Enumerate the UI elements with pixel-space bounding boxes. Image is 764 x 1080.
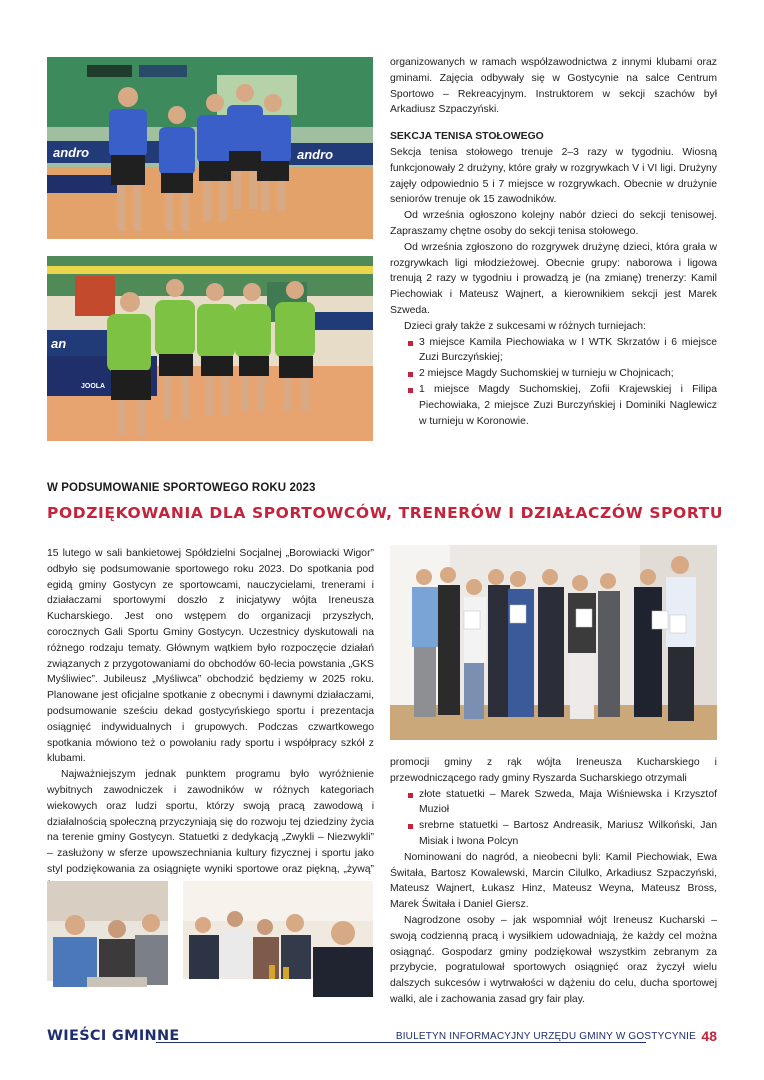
banner-text-green: an: [51, 336, 67, 351]
award-group-photo: [390, 545, 717, 740]
footer-divider: [156, 1042, 646, 1043]
article-left-column: [47, 546, 374, 894]
article-paragraph: promocji gminy z rąk wójta Ireneusza Kucharskiego i przewodniczącego rady gminy Ryszarda Sucharskiego otrzymali: [390, 757, 717, 784]
footer-publication-title: BIULETYN INFORMACYJNY URZĘDU GMINY W GOSTYCYNIE: [395, 1031, 696, 1042]
awards-list: [390, 787, 717, 850]
article-kicker: W PODSUMOWANIE SPORTOWEGO ROKU 2023: [47, 482, 316, 494]
meeting-photo-right: [183, 881, 373, 1012]
article-paragraph: Nominowani do nagród, a nieobecni byli: Kamil Piechowiak, Ewa Świtała, Bartosz Kowalewski, Marcin Cilulko, Arkadiusz Szpaczyński, Mateusz Wajnert, Łukasz Hinz, Mateusz Weyna, Mateusz Bross, Marek Świtała i Daniel Giersz.: [390, 851, 717, 911]
team-photo-blue: [47, 57, 373, 239]
tennis-youth-paragraph: Od września zgłoszono do rozgrywek drużynę dzieci, która grała w rozgrywkach ligi młodzieżowej. Obecnie grupy: naborowa i ligowa trenują 2 razy w tygodniu i prowadzą je (na zmianę) trenerzy: Kamil Piechowiak i Mateusz Wajnert, a kierownikiem sekcji jest Marek Szweda.: [390, 241, 717, 316]
chess-and-tennis-text: [390, 55, 717, 429]
tennis-paragraph: Sekcja tenisa stołowego trenuje 2–3 razy w tygodniu. Wiosną funkcjonowały 2 drużyny, które grały w rozgrywkach V i VI ligi. Drużyny zajęły odpowiednio 5 i 7 miejsce w rozgrywkach. Obecnie w drużynie seniorów trenuje ok 15 zawodników.: [390, 146, 717, 206]
article-paragraph: Nagrodzone osoby – jak wspomniał wójt Ireneusz Kucharski – swoją codzienną pracą i wysiłkiem udowadniają, że każdy cel można osiągnąć. Gospodarz gminy podziękował wszystkim zebranym za przybycie, pogratulował sportowych osiągnięć oraz życzył wielu dalszych sukcesów i wytrwałości w dążeniu do celu, ducha sportowej walki, ale i zachowania zasad gry fair play.: [390, 914, 717, 1005]
article-paragraph: 15 lutego w sali bankietowej Spółdzielni Socjalnej „Borowiacki Wigor” odbyło się podsumowanie sportowego roku 2023. Do spotkania pod egidą gminy Gostycyn ze sportowcami, nauczycielami, trenerami i działaczami sportowymi doszło z inicjatywy wójta Ireneusza Kucharskiego. Jest ono wstępem do organizacji przyszłych, corocznych Gali Sportu Gminy Gostycyn. Uczestnicy dyskutowali na różnego rodzaju tematy. Głównym wątkiem było rozpoczęcie działań związanych z przygotowaniami do obchodów 60-lecia powstania „GKS Myśliwiec”. Jubileusz „Myśliwca” obchodzić będziemy w 2025 roku. Planowane jest oficjalne spotkanie z obecnymi i dawnymi działaczami, podsumowanie sześciu dekad gostycyńskiego sportu i prezentacja osiągnięć indywidualnych i grupowych. Podczas czwartkowego spotkania mówiono też o powołaniu rady sportu i współpracy szkół z klubami.: [47, 548, 374, 765]
meeting-photo-left: [47, 881, 168, 1012]
list-item: srebrne statuetki – Bartosz Andreasik, Mariusz Wilkoński, Jan Misiak i Iwona Polcyn: [390, 818, 717, 850]
list-item: złote statuetki – Marek Szweda, Maja Wiśniewska i Krzysztof Muzioł: [390, 787, 717, 819]
team-photo-green: [47, 256, 373, 441]
footer-brand: WIEŚCI GMINNE: [47, 1028, 180, 1044]
tennis-tournaments-intro: Dzieci grały także z sukcesami w różnych turniejach:: [404, 320, 646, 332]
page-number: 48: [701, 1028, 717, 1044]
chess-paragraph: organizowanych w ramach współzawodnictwa z innymi klubami oraz gminami. Zajęcia odbywały się w Gostycynie na salce Centrum Sportowo – Rekreacyjnym. Instruktorem w sekcji szachów był Arkadiusz Szpaczyński.: [390, 57, 717, 116]
article-right-column: [390, 755, 717, 1008]
table-brand-text: JOOLA: [81, 383, 106, 390]
list-item: 2 miejsce Magdy Suchomskiej w turnieju w Chojnicach;: [390, 366, 717, 382]
tournament-results-list: [390, 335, 717, 430]
article-headline: PODZIĘKOWANIA DLA SPORTOWCÓW, TRENERÓW I DZIAŁACZÓW SPORTU: [47, 504, 724, 522]
tennis-recruitment-paragraph: Od września ogłoszono kolejny nabór dzieci do sekcji tenisowej. Zapraszamy chętne osoby do sekcji tenisa stołowego.: [390, 210, 717, 237]
banner-text-right: andro: [297, 147, 334, 162]
list-item: 1 miejsce Magdy Suchomskiej, Zofii Krajewskiej i Filipa Piechowiaka, 2 miejsce Zuzi Burczyńskiej i Dominiki Naglewicz w turnieju w Koronowie.: [390, 382, 717, 429]
banner-text-left: andro: [53, 145, 90, 160]
list-item: 3 miejsce Kamila Piechowiaka w I WTK Skrzatów i 6 miejsce Zuzi Burczyńskiej;: [390, 335, 717, 367]
tennis-section-heading: SEKCJA TENISA STOŁOWEGO: [390, 131, 544, 143]
article-paragraph: Najważniejszym jednak punktem programu było wyróżnienie wybitnych zawodniczek i zawodników w różnych kategoriach wiekowych oraz ludzi sportu, którzy swoją pracą zawodową i działalnością społeczną przyczyniają się do rozwoju tej dziedziny życia na terenie gminy Gostycyn. Statuetki z dedykacją „Zwykli – Niezwykli” – zasłużony w sferze upowszechniania kultury fizycznej i sportu jako styl podziękowania za osiągnięte wyniki sportowe oraz piękną, „żywą”: [47, 769, 374, 875]
